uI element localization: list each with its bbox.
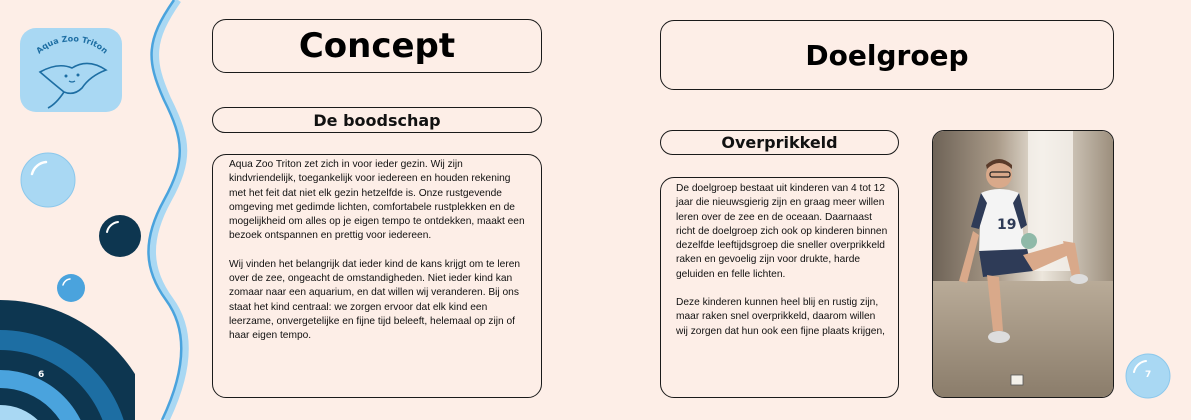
page-number-right: 7 <box>1145 370 1152 380</box>
ripple-circles-decoration <box>0 300 135 420</box>
bubble-large-light <box>20 152 76 208</box>
subheading-pill <box>660 130 899 155</box>
paragraph: Deze kinderen kunnen heel blij en rustig zijn, maar raken snel overprikkeld, daarom willen wij zorgen dat hun ook een fijne plaats krijgen, <box>676 297 885 337</box>
subheading: Overprikkeld <box>721 133 838 152</box>
paragraph: De doelgroep bestaat uit kinderen van 4 tot 12 jaar die nieuwsgierig zijn en graag meer willen leren over de zee en de oceaan. Daarnaast richt de doelgroep zich ook op kinderen binnen dezelfde leeftijdsgroep die sneller overprikkeld raken en gevoelig zijn voor drukte, harde geluiden en felle lichten. <box>676 183 888 280</box>
bubble-dark <box>98 214 142 258</box>
body-text <box>676 182 888 353</box>
manta-ray-icon <box>20 28 122 112</box>
bubble-small-blue <box>56 273 86 303</box>
logo <box>20 28 122 112</box>
page-number-left: 6 <box>38 370 45 380</box>
photo-child-sitting <box>932 130 1114 398</box>
svg-text:Aqua Zoo Triton: Aqua Zoo Triton <box>34 34 110 56</box>
page-title-box <box>212 19 542 73</box>
body-text <box>229 158 529 358</box>
page-title-box <box>660 20 1114 90</box>
subheading-pill <box>212 107 542 133</box>
paragraph: Aqua Zoo Triton zet zich in voor ieder gezin. Wij zijn kindvriendelijk, toegankelijk voor iedereen en houden rekening met het feit dat niet elk gezin hetzelfde is. Onze rustgevende omgeving met gedimde lichten, comfortabele rustplekken en de mogelijkheid om alles op je eigen tempo te ontdekken, maakt een bezoek ontspannen en prettig voor iedereen. <box>229 159 525 242</box>
paragraph: Wij vinden het belangrijk dat ieder kind de kans krijgt om te leren over de zee, ongeacht de omstandigheden. Niet ieder kind kan zomaar naar een aquarium, en dat willen wij veranderen. Bij ons staat het kind centraal: we zorgen ervoor dat elk kind een leerzame, onvergetelijke en fijne tijd beleeft, helemaal op zijn of haar eigen tempo. <box>229 258 521 342</box>
page-title: Doelgroep <box>805 38 969 72</box>
wave-decoration <box>140 0 210 420</box>
shirt-number-graphic: 19 <box>997 217 1017 233</box>
subheading: De boodschap <box>313 110 441 130</box>
page-title: Concept <box>298 26 456 66</box>
